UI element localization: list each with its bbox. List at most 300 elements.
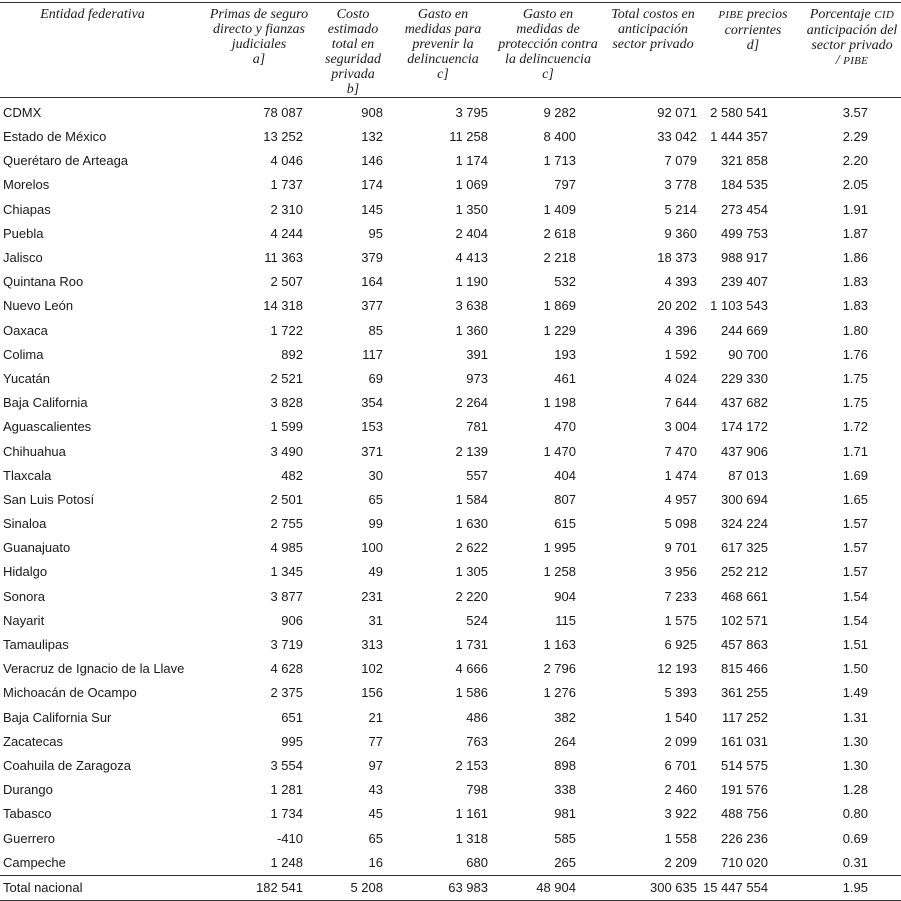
cell-costo: 371 (361, 443, 383, 459)
cell-primas: 2 507 (270, 274, 303, 290)
cell-costo: 117 (362, 346, 383, 362)
cell-gasto-proteccion: 2 796 (543, 661, 576, 677)
cell-gasto-prevenir: 1 069 (455, 177, 488, 193)
cell-porcentaje: 1.86 (842, 250, 868, 266)
cell-gasto-proteccion: 1 163 (543, 637, 576, 653)
table-row (0, 343, 901, 367)
table-row (0, 198, 901, 222)
cell-primas: 906 (281, 612, 303, 628)
cell-gasto-prevenir: 1 318 (455, 830, 488, 846)
table-row (0, 681, 901, 705)
cell-entidad: Baja California Sur (3, 709, 112, 725)
cell-gasto-proteccion: 898 (554, 757, 576, 773)
cell-gasto-proteccion: 115 (555, 612, 576, 628)
header-gasto-proteccion-line2: medidas de (516, 22, 580, 37)
header-gasto-prevenir-line4: delincuencia (407, 52, 479, 67)
cell-total-costos: 4 396 (664, 322, 697, 338)
header-costo-line2: total en (331, 37, 375, 52)
cell-costo: 97 (368, 757, 383, 773)
cell-gasto-proteccion: 1 409 (543, 201, 576, 217)
cell-total-costos: 2 460 (664, 782, 697, 798)
cell-pibe: 102 571 (721, 612, 768, 628)
cell-entidad: Jalisco (3, 250, 43, 266)
cell-entidad: Yucatán (3, 370, 50, 386)
cell-gasto-prevenir: 1 174 (455, 153, 488, 169)
cell-gasto-prevenir: 2 264 (455, 395, 488, 411)
cell-primas: 1 248 (270, 854, 303, 870)
cell-total-costos: 1 540 (664, 709, 697, 725)
cell-porcentaje: 1.54 (842, 588, 868, 604)
cell-entidad: Durango (3, 782, 53, 798)
cell-primas: 892 (281, 346, 303, 362)
header-costo-line3: seguridad (325, 52, 381, 67)
cell-total-costos: 12 193 (657, 661, 697, 677)
cell-pibe: 815 466 (721, 661, 768, 677)
cell-costo: 145 (361, 201, 383, 217)
cell-pibe: 226 236 (721, 830, 768, 846)
cell-gasto-proteccion: 1 198 (543, 395, 576, 411)
cell-pibe: 273 454 (721, 201, 768, 217)
cell-primas: 3 828 (270, 395, 303, 411)
cell-total-costos: 5 098 (664, 516, 697, 532)
cell-pibe: 229 330 (721, 370, 768, 386)
cell-primas: 995 (281, 733, 303, 749)
cell-gasto-proteccion: 265 (554, 854, 576, 870)
cell-costo: 77 (368, 733, 383, 749)
cell-primas: 2 755 (270, 516, 303, 532)
total-cell-pibe: 15 447 554 (703, 875, 803, 900)
cell-pibe: 300 694 (721, 491, 768, 507)
cell-entidad: Chiapas (3, 201, 51, 217)
cell-primas: 4 628 (270, 661, 303, 677)
header-porcentaje-line1: Porcentaje (809, 7, 875, 22)
header-gasto-prevenir-note: c] (437, 67, 449, 82)
cell-gasto-prevenir: 1 360 (455, 322, 488, 338)
cell-primas: 2 375 (270, 685, 303, 701)
header-gasto-prevenir (393, 3, 493, 98)
cell-porcentaje: 2.05 (842, 177, 868, 193)
cell-porcentaje: 1.87 (842, 225, 868, 241)
cell-primas: 1 737 (270, 177, 303, 193)
header-total-costos-line2: anticipación (618, 22, 688, 37)
cell-costo: 908 (361, 105, 383, 120)
cell-gasto-proteccion: 797 (554, 177, 576, 193)
header-primas-line3: judiciales (231, 37, 287, 52)
cell-total-costos: 3 956 (664, 564, 697, 580)
table-row (0, 778, 901, 802)
cell-primas: 1 345 (270, 564, 303, 580)
header-primas-line1: Primas de seguro (209, 7, 309, 22)
cell-entidad: Estado de México (3, 129, 107, 145)
cell-porcentaje: 1.57 (842, 564, 868, 580)
cell-entidad: Michoacán de Ocampo (3, 685, 137, 701)
header-pibe-line2: corrientes (724, 23, 782, 38)
cell-primas: 3 554 (270, 757, 303, 773)
cell-pibe: 1 103 543 (710, 298, 768, 314)
cell-total-costos: 6 925 (664, 637, 697, 653)
cell-entidad: Guanajuato (3, 540, 71, 556)
cell-porcentaje: 1.30 (842, 757, 868, 773)
cell-pibe: 988 917 (721, 250, 768, 266)
header-gasto-proteccion-line1: Gasto en (522, 7, 574, 22)
cell-porcentaje: 1.71 (842, 443, 868, 459)
cell-entidad: Campeche (3, 854, 66, 870)
cell-porcentaje: 3.57 (842, 105, 868, 120)
cell-pibe: 184 535 (721, 177, 768, 193)
cell-costo: 379 (361, 250, 383, 266)
cell-pibe: 457 863 (721, 637, 768, 653)
cell-total-costos: 9 701 (664, 540, 697, 556)
cell-total-costos: 18 373 (657, 250, 697, 266)
cell-pibe: 361 255 (721, 685, 768, 701)
cell-gasto-proteccion: 1 229 (543, 322, 576, 338)
cell-costo: 100 (361, 540, 383, 556)
table-row (0, 98, 901, 126)
table-row (0, 730, 901, 754)
header-entidad (0, 3, 205, 98)
cell-entidad: Tabasco (3, 806, 52, 822)
cell-total-costos: 92 071 (657, 105, 697, 120)
table-row (0, 464, 901, 488)
cell-costo: 69 (368, 370, 383, 386)
table-row (0, 754, 901, 778)
cell-porcentaje: 1.69 (842, 467, 868, 483)
cell-porcentaje: 1.31 (842, 709, 868, 725)
cell-primas: -410 (276, 830, 303, 846)
header-porcentaje-pibe: PIBE (843, 55, 869, 67)
cell-costo: 31 (368, 612, 383, 628)
cell-total-costos: 1 474 (664, 467, 697, 483)
table-row (0, 319, 901, 343)
header-gasto-prevenir-line2: medidas para (404, 22, 482, 37)
cell-costo: 156 (361, 685, 383, 701)
cell-pibe: 87 013 (728, 467, 768, 483)
total-cell-total-costos: 300 635 (603, 875, 703, 900)
cell-entidad: Baja California (3, 395, 88, 411)
cell-gasto-proteccion: 585 (554, 830, 576, 846)
cell-costo: 95 (368, 225, 383, 241)
cell-primas: 13 252 (263, 129, 303, 145)
cell-porcentaje: 1.65 (842, 491, 868, 507)
cell-costo: 354 (361, 395, 383, 411)
cell-porcentaje: 1.57 (842, 540, 868, 556)
cell-primas: 651 (281, 709, 303, 725)
header-gasto-prevenir-line1: Gasto en (417, 7, 469, 22)
cell-entidad: Nayarit (3, 612, 45, 628)
cell-gasto-prevenir: 4 413 (455, 250, 488, 266)
cell-costo: 49 (368, 564, 383, 580)
cell-primas: 4 244 (270, 225, 303, 241)
cell-pibe: 2 580 541 (710, 105, 768, 120)
cell-costo: 377 (361, 298, 383, 314)
cell-entidad: Querétaro de Arteaga (3, 153, 129, 169)
cell-gasto-proteccion: 807 (554, 491, 576, 507)
header-primas-line2: directo y fianzas (212, 22, 306, 37)
table-row (0, 585, 901, 609)
cell-porcentaje: 1.80 (842, 322, 868, 338)
cell-porcentaje: 1.75 (842, 395, 868, 411)
cell-total-costos: 3 778 (664, 177, 697, 193)
table-row (0, 609, 901, 633)
cell-porcentaje: 1.49 (842, 685, 868, 701)
cell-porcentaje: 2.29 (842, 129, 868, 145)
header-primas-note: a] (252, 52, 266, 67)
cell-porcentaje: 1.50 (842, 661, 868, 677)
cell-gasto-proteccion: 532 (554, 274, 576, 290)
cell-gasto-prevenir: 3 638 (455, 298, 488, 314)
cell-gasto-prevenir: 973 (466, 370, 488, 386)
cell-gasto-prevenir: 680 (466, 854, 488, 870)
cell-gasto-prevenir: 557 (466, 467, 488, 483)
table-row (0, 706, 901, 730)
cell-gasto-prevenir: 763 (466, 733, 488, 749)
cell-total-costos: 7 470 (664, 443, 697, 459)
cell-entidad: Tamaulipas (3, 637, 69, 653)
cell-pibe: 191 576 (721, 782, 768, 798)
cell-gasto-prevenir: 2 139 (455, 443, 488, 459)
cell-gasto-prevenir: 1 586 (455, 685, 488, 701)
cell-entidad: Sonora (3, 588, 45, 604)
total-cell-primas: 182 541 (205, 875, 313, 900)
cell-gasto-proteccion: 1 869 (543, 298, 576, 314)
cell-pibe: 239 407 (721, 274, 768, 290)
cell-entidad: Veracruz de Ignacio de la Llave (3, 661, 185, 677)
cell-costo: 146 (361, 153, 383, 169)
cell-gasto-proteccion: 2 218 (543, 250, 576, 266)
cell-total-costos: 3 004 (664, 419, 697, 435)
cell-costo: 99 (368, 516, 383, 532)
cell-gasto-proteccion: 404 (554, 467, 576, 483)
header-porcentaje-line2: anticipación del (806, 23, 898, 38)
table-row (0, 512, 901, 536)
cell-gasto-proteccion: 1 995 (543, 540, 576, 556)
cell-costo: 231 (361, 588, 383, 604)
cell-pibe: 514 575 (721, 757, 768, 773)
cell-porcentaje: 1.51 (842, 637, 868, 653)
table-row (0, 391, 901, 415)
total-cell-gasto-prevenir: 63 983 (393, 875, 493, 900)
header-costo-line4: privada (331, 67, 375, 82)
cell-porcentaje: 1.91 (842, 201, 868, 217)
cell-porcentaje: 1.28 (842, 782, 868, 798)
cell-gasto-proteccion: 8 400 (543, 129, 576, 145)
cell-pibe: 161 031 (721, 733, 768, 749)
cell-costo: 313 (361, 637, 383, 653)
table-row (0, 560, 901, 584)
header-pibe-line1: precios (743, 7, 788, 22)
cell-primas: 11 363 (264, 250, 303, 266)
cell-total-costos: 4 024 (664, 370, 697, 386)
header-costo-note: b] (346, 82, 360, 97)
cell-porcentaje: 1.83 (842, 274, 868, 290)
cell-porcentaje: 0.31 (842, 854, 868, 870)
cell-costo: 164 (361, 274, 383, 290)
cell-costo: 45 (368, 806, 383, 822)
cell-costo: 153 (361, 419, 383, 435)
cell-pibe: 617 325 (721, 540, 768, 556)
cell-costo: 21 (368, 709, 383, 725)
cell-entidad: Guerrero (3, 830, 56, 846)
header-pibe-note: d] (746, 38, 760, 53)
cell-gasto-prevenir: 524 (466, 612, 488, 628)
cell-entidad: Sinaloa (3, 516, 47, 532)
cell-gasto-proteccion: 470 (554, 419, 576, 435)
cell-primas: 3 719 (270, 637, 303, 653)
cell-total-costos: 4 957 (664, 491, 697, 507)
cell-costo: 132 (361, 129, 383, 145)
cell-entidad: Morelos (3, 177, 50, 193)
data-table (0, 2, 901, 901)
total-cell-gasto-proteccion: 48 904 (493, 875, 603, 900)
header-porcentaje-line3: sector privado (811, 38, 893, 53)
cell-entidad: Tlaxcala (3, 467, 52, 483)
cell-total-costos: 2 209 (664, 854, 697, 870)
cell-pibe: 324 224 (721, 516, 768, 532)
cell-total-costos: 20 202 (657, 298, 697, 314)
cell-total-costos: 5 393 (664, 685, 697, 701)
cell-total-costos: 2 099 (664, 733, 697, 749)
cell-total-costos: 33 042 (657, 129, 697, 145)
cell-porcentaje: 1.76 (842, 346, 868, 362)
header-pibe (703, 3, 803, 98)
cell-costo: 43 (368, 782, 383, 798)
cell-total-costos: 7 644 (664, 395, 697, 411)
cell-porcentaje: 0.69 (842, 830, 868, 846)
header-total-costos (603, 3, 703, 98)
header-gasto-proteccion-line3: protección contra (498, 37, 598, 52)
cell-total-costos: 7 079 (664, 153, 697, 169)
header-primas (205, 3, 313, 98)
table-row (0, 222, 901, 246)
cell-total-costos: 5 214 (664, 201, 697, 217)
table-row (0, 439, 901, 463)
cell-pibe: 437 906 (721, 443, 768, 459)
cell-gasto-proteccion: 9 282 (543, 105, 576, 120)
cell-entidad: San Luis Potosí (3, 491, 95, 507)
header-gasto-proteccion (493, 3, 603, 98)
cell-gasto-proteccion: 193 (554, 346, 576, 362)
cell-porcentaje: 1.75 (842, 370, 868, 386)
cell-primas: 4 985 (270, 540, 303, 556)
cell-porcentaje: 2.20 (842, 153, 868, 169)
cell-costo: 30 (368, 467, 383, 483)
cell-costo: 65 (368, 491, 383, 507)
cell-gasto-prevenir: 391 (466, 346, 488, 362)
cell-porcentaje: 1.54 (842, 612, 868, 628)
cell-entidad: Chihuahua (3, 443, 66, 459)
header-porcentaje (803, 3, 901, 98)
cell-gasto-prevenir: 1 190 (455, 274, 488, 290)
table-row (0, 415, 901, 439)
cell-gasto-prevenir: 798 (466, 782, 488, 798)
table-row (0, 633, 901, 657)
total-cell-costo: 5 208 (313, 875, 393, 900)
header-pibe-abbr: PIBE (718, 9, 744, 21)
total-cell-entidad: Total nacional (0, 875, 205, 900)
table-row (0, 125, 901, 149)
header-porcentaje-line4: / (835, 53, 844, 68)
table-row (0, 270, 901, 294)
cell-primas: 1 281 (270, 782, 303, 798)
cell-gasto-prevenir: 2 153 (455, 757, 488, 773)
cell-gasto-prevenir: 1 630 (455, 516, 488, 532)
cell-pibe: 499 753 (721, 225, 768, 241)
cell-pibe: 117 252 (721, 709, 768, 725)
cell-pibe: 252 212 (721, 564, 768, 580)
cell-primas: 2 501 (270, 491, 303, 507)
table-row (0, 294, 901, 318)
header-costo (313, 3, 393, 98)
cell-gasto-prevenir: 2 404 (455, 225, 488, 241)
cell-primas: 14 318 (263, 298, 303, 314)
cell-total-costos: 9 360 (664, 225, 697, 241)
cell-gasto-proteccion: 1 713 (543, 153, 576, 169)
cell-entidad: Coahuila de Zaragoza (3, 757, 131, 773)
cell-total-costos: 1 558 (664, 830, 697, 846)
cell-porcentaje: 1.83 (842, 298, 868, 314)
cell-gasto-proteccion: 264 (554, 733, 576, 749)
cell-gasto-prevenir: 1 731 (455, 637, 488, 653)
cell-gasto-prevenir: 11 258 (449, 129, 488, 145)
cell-total-costos: 4 393 (664, 274, 697, 290)
cell-costo: 65 (368, 830, 383, 846)
cell-entidad: Nuevo León (3, 298, 74, 314)
cell-gasto-prevenir: 2 622 (455, 540, 488, 556)
header-total-costos-line1: Total costos en (611, 7, 695, 22)
cell-pibe: 174 172 (721, 419, 768, 435)
cell-total-costos: 3 922 (664, 806, 697, 822)
table-row (0, 149, 901, 173)
cell-primas: 2 521 (270, 370, 303, 386)
cell-gasto-proteccion: 382 (554, 709, 576, 725)
cell-primas: 1 734 (270, 806, 303, 822)
cell-gasto-prevenir: 1 350 (455, 201, 488, 217)
cell-pibe: 1 444 357 (710, 129, 768, 145)
cell-gasto-prevenir: 3 795 (455, 105, 488, 120)
header-gasto-proteccion-note: c] (542, 67, 554, 82)
cell-entidad: Colima (3, 346, 44, 362)
cell-entidad: Aguascalientes (3, 419, 92, 435)
header-entidad-label: Entidad federativa (40, 7, 145, 22)
cell-costo: 102 (361, 661, 383, 677)
table-row (0, 536, 901, 560)
table-row (0, 802, 901, 826)
header-row (0, 3, 901, 98)
cell-gasto-proteccion: 2 618 (543, 225, 576, 241)
cell-costo: 16 (368, 854, 383, 870)
table-body (0, 98, 901, 901)
cell-gasto-proteccion: 1 276 (543, 685, 576, 701)
cell-gasto-proteccion: 615 (554, 516, 576, 532)
cell-pibe: 437 682 (721, 395, 768, 411)
cell-gasto-prevenir: 1 584 (455, 491, 488, 507)
cell-primas: 4 046 (270, 153, 303, 169)
cell-gasto-prevenir: 1 161 (455, 806, 488, 822)
cell-primas: 3 877 (270, 588, 303, 604)
cell-pibe: 468 661 (721, 588, 768, 604)
cell-porcentaje: 1.72 (842, 419, 868, 435)
cell-entidad: Zacatecas (3, 733, 63, 749)
cell-pibe: 321 858 (721, 153, 768, 169)
cell-entidad: Oaxaca (3, 322, 48, 338)
cell-pibe: 488 756 (721, 806, 768, 822)
cell-pibe: 710 020 (721, 854, 768, 870)
cell-porcentaje: 1.30 (842, 733, 868, 749)
table-row (0, 657, 901, 681)
cell-entidad: CDMX (3, 105, 42, 120)
cell-entidad: Puebla (3, 225, 44, 241)
cell-gasto-prevenir: 2 220 (455, 588, 488, 604)
